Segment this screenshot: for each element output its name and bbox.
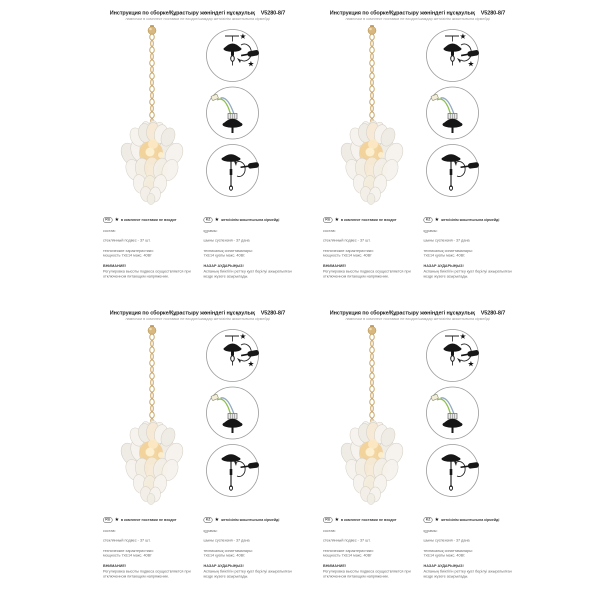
kz-specs-value: 7хЕ14 қуаты макс. 40Вт. (203, 253, 246, 258)
kz-warning-title: НАЗАР АУДАРЫҢЫЗ! (203, 563, 244, 569)
chandelier-illustration (327, 24, 417, 205)
instruction-page (0, 0, 300, 300)
kz-warning-title: НАЗАР АУДАРЫҢЫЗ! (423, 263, 464, 269)
ru-composition-item: стеклянный подвес - 37 шт. (323, 237, 371, 243)
kz-not-included-note: жеткізілім жиынтығына кірмейді (220, 217, 280, 223)
canopy-cup-icon (223, 119, 243, 133)
info-row (100, 217, 295, 279)
canopy-icon (444, 344, 462, 356)
ru-header (323, 517, 415, 523)
ru-warning-text: Регулировка высоты подвеса осуществляется при отключенном питающем напряжении. (103, 268, 191, 279)
ru-specs-label: технические характеристики: (103, 548, 154, 553)
ru-not-included-note: в комплект поставки не входит (120, 517, 177, 523)
star-icon: ★ (240, 333, 246, 341)
kz-specs-value: 7хЕ14 қуаты макс. 40Вт. (423, 553, 466, 558)
step-3-tighten-canopy-diagram (205, 443, 260, 498)
ru-composition-label: состав: (103, 528, 116, 534)
chandelier-illustration (107, 24, 197, 205)
canopy-icon (442, 454, 461, 462)
step-2-connect-wires-diagram (205, 386, 260, 441)
instruction-page (300, 0, 600, 300)
model-code: V5280-8/7 (260, 310, 286, 316)
terminal-block-icon (448, 414, 457, 420)
instruction-sheet (100, 10, 295, 295)
canopy-icon (222, 454, 241, 462)
star-icon: ★ (468, 61, 474, 68)
assembly-steps (205, 328, 260, 498)
star-icon: ★ (240, 33, 246, 41)
ceiling-mount (368, 25, 376, 35)
suspension-rod (450, 162, 453, 191)
sheet-content (320, 310, 515, 595)
assembly-steps (425, 28, 480, 198)
canopy-cup-icon (223, 419, 243, 433)
ru-composition-item: стеклянный подвес - 37 шт. (103, 237, 151, 243)
canopy-icon (222, 154, 241, 162)
figure-row (100, 321, 295, 517)
info-row (320, 217, 515, 279)
page-title: Инструкция по сборке/Құрастыру жөніндегі нұсқаулық (329, 10, 475, 16)
hook-icon (231, 356, 235, 362)
canopy-icon (442, 154, 461, 162)
ceiling-mount (148, 25, 156, 35)
model-code: V5280-8/7 (480, 10, 506, 16)
kz-specs-label: техникалық сипаттамалары: (423, 248, 473, 253)
kz-composition-item: шыны суспензия - 37 дана (423, 537, 470, 543)
assembly-steps (205, 28, 260, 198)
ru-specs (323, 548, 415, 558)
glass-petal-cluster-front (343, 457, 401, 505)
model-code: V5280-8/7 (480, 310, 506, 316)
star-icon: ★ (214, 217, 219, 223)
star-icon: ★ (460, 33, 466, 41)
ru-specs-value: мощность 7хЕ14 макс. 40Вт (103, 253, 152, 258)
kz-specs (424, 248, 516, 258)
language-badge-kz: KZ (424, 217, 433, 223)
hook-icon (231, 56, 235, 62)
kz-not-included-note: жеткізілім жиынтығына кірмейді (220, 517, 280, 523)
star-icon: ★ (248, 361, 254, 368)
page-title: Инструкция по сборке/Құрастыру жөніндегі нұсқаулық (109, 10, 255, 16)
kz-warning-text: Аспаның биіктігін реттеу қуат берілуі ажыратылған кезде жүзеге асырылады. (203, 268, 292, 279)
star-icon: ★ (434, 217, 439, 223)
page-subtitle: лампочки в комплект поставки не входят/шамдар жеткізілім жиынтығына кірмейді (345, 316, 490, 321)
info-column-kz (424, 517, 516, 579)
step-1-mount-canopy-diagram (205, 28, 260, 83)
star-icon: ★ (114, 217, 119, 223)
kz-specs-value: 7хЕ14 қуаты макс. 40Вт. (423, 253, 466, 258)
kz-composition-item: шыны суспензия - 37 дана (203, 537, 250, 543)
step-1-mount-canopy-diagram (425, 28, 480, 83)
ru-header (103, 217, 195, 223)
suspension-rod (230, 462, 233, 491)
ru-header (103, 517, 195, 523)
language-badge-ru: RU (103, 517, 113, 523)
ru-specs-label: технические характеристики: (103, 248, 154, 253)
ru-warning-title: ВНИМАНИЕ! (323, 563, 347, 569)
kz-header (204, 217, 296, 223)
glass-petal-cluster-front (123, 457, 181, 505)
step-1-mount-canopy-diagram (425, 328, 480, 383)
instruction-page (0, 300, 300, 600)
step-2-connect-wires-diagram (425, 386, 480, 441)
kz-specs (204, 248, 296, 258)
kz-specs (204, 548, 296, 558)
sheet-content (100, 310, 295, 595)
ru-warning-text: Регулировка высоты подвеса осуществляется при отключенном питающем напряжении. (323, 568, 411, 579)
suspension-rod (450, 462, 453, 491)
model-code: V5280-8/7 (260, 10, 286, 16)
kz-specs (424, 548, 516, 558)
kz-composition-label: құрамы: (423, 528, 438, 534)
ru-not-included-note: в комплект поставки не входит (340, 517, 397, 523)
kz-header (424, 517, 516, 523)
ru-specs (103, 548, 195, 558)
info-row (100, 517, 295, 579)
instruction-page (300, 300, 600, 600)
kz-specs-label: техникалық сипаттамалары: (203, 548, 253, 553)
terminal-block-icon (228, 414, 237, 420)
hook-icon (451, 356, 455, 362)
kz-composition-label: құрамы: (203, 228, 218, 234)
info-column-ru (323, 517, 415, 579)
ru-specs-value: мощность 7хЕ14 макс. 40Вт (323, 253, 372, 258)
ru-composition-item: стеклянный подвес - 37 шт. (103, 537, 151, 543)
language-badge-ru: RU (323, 217, 333, 223)
rotation-arrow-icon (234, 160, 246, 177)
chandelier-illustration (327, 324, 417, 505)
ru-composition-label: состав: (323, 228, 336, 234)
ru-specs-value: мощность 7хЕ14 макс. 40Вт (323, 553, 372, 558)
assembly-steps (425, 328, 480, 498)
page-title: Инструкция по сборке/Құрастыру жөніндегі нұсқаулық (329, 310, 475, 316)
kz-not-included-note: жеткізілім жиынтығына кірмейді (440, 517, 500, 523)
star-icon: ★ (214, 517, 219, 523)
hook-icon (451, 56, 455, 62)
language-badge-kz: KZ (204, 217, 213, 223)
title-row (320, 10, 515, 16)
kz-header (424, 217, 516, 223)
kz-specs-label: техникалық сипаттамалары: (203, 248, 253, 253)
canopy-icon (444, 44, 462, 56)
terminal-block-icon (228, 114, 237, 120)
kz-warning-text: Аспаның биіктігін реттеу қуат берілуі ажыратылған кезде жүзеге асырылады. (423, 568, 512, 579)
language-badge-kz: KZ (204, 517, 213, 523)
star-icon: ★ (248, 61, 254, 68)
language-badge-ru: RU (323, 517, 333, 523)
ru-warning-title: ВНИМАНИЕ! (103, 563, 127, 569)
chain (150, 334, 155, 425)
info-column-ru (103, 517, 195, 579)
instruction-sheet (100, 310, 295, 595)
kz-composition-item: шыны суспензия - 37 дана (423, 237, 470, 243)
info-column-ru (103, 217, 195, 279)
language-badge-kz: KZ (424, 517, 433, 523)
title-row (320, 310, 515, 316)
kz-header (204, 517, 296, 523)
info-column-kz (424, 217, 516, 279)
page-subtitle: лампочки в комплект поставки не входят/шамдар жеткізілім жиынтығына кірмейді (125, 16, 270, 21)
page-subtitle: лампочки в комплект поставки не входят/шамдар жеткізілім жиынтығына кірмейді (125, 316, 270, 321)
glass-petal-cluster-front (123, 157, 181, 205)
step-2-connect-wires-diagram (425, 86, 480, 141)
info-column-ru (323, 217, 415, 279)
page-subtitle: лампочки в комплект поставки не входят/шамдар жеткізілім жиынтығына кірмейді (345, 16, 490, 21)
rotation-arrow-icon (454, 460, 466, 477)
kz-composition-label: құрамы: (423, 228, 438, 234)
step-3-tighten-canopy-diagram (205, 143, 260, 198)
kz-not-included-note: жеткізілім жиынтығына кірмейді (440, 217, 500, 223)
info-row (320, 517, 515, 579)
instruction-sheet (320, 10, 515, 295)
canopy-cup-icon (443, 419, 463, 433)
ru-specs-label: технические характеристики: (323, 548, 374, 553)
star-icon: ★ (460, 333, 466, 341)
step-1-mount-canopy-diagram (205, 328, 260, 383)
star-icon: ★ (434, 517, 439, 523)
ru-warning-title: ВНИМАНИЕ! (323, 263, 347, 269)
rotation-arrow-icon (234, 460, 246, 477)
ceiling-mount (368, 325, 376, 335)
sheet-content (100, 10, 295, 295)
step-2-connect-wires-diagram (205, 86, 260, 141)
kz-specs-value: 7хЕ14 қуаты макс. 40Вт. (203, 553, 246, 558)
kz-warning-text: Аспаның биіктігін реттеу қуат берілуі ажыратылған кезде жүзеге асырылады. (203, 568, 292, 579)
figure-row (320, 321, 515, 517)
chain (370, 34, 375, 125)
kz-warning-title: НАЗАР АУДАРЫҢЫЗ! (203, 263, 244, 269)
ru-header (323, 217, 415, 223)
step-3-tighten-canopy-diagram (425, 443, 480, 498)
instruction-sheet (320, 310, 515, 595)
info-column-kz (204, 217, 296, 279)
canopy-icon (224, 44, 242, 56)
ceiling-mount (148, 325, 156, 335)
terminal-block-icon (448, 114, 457, 120)
kz-warning-text: Аспаның биіктігін реттеу қуат берілуі ажыратылған кезде жүзеге асырылады. (423, 268, 512, 279)
kz-composition-item: шыны суспензия - 37 дана (203, 237, 250, 243)
kz-warning-title: НАЗАР АУДАРЫҢЫЗ! (423, 563, 464, 569)
star-icon: ★ (114, 517, 119, 523)
sheet-content (320, 10, 515, 295)
figure-row (100, 21, 295, 217)
star-icon: ★ (468, 361, 474, 368)
star-icon: ★ (334, 517, 339, 523)
title-row (100, 310, 295, 316)
suspension-rod (230, 162, 233, 191)
star-icon: ★ (334, 217, 339, 223)
ru-specs (103, 248, 195, 258)
chain (150, 34, 155, 125)
ru-warning-text: Регулировка высоты подвеса осуществляется при отключенном питающем напряжении. (323, 268, 411, 279)
figure-row (320, 21, 515, 217)
ru-warning-title: ВНИМАНИЕ! (103, 263, 127, 269)
ru-warning-text: Регулировка высоты подвеса осуществляется при отключенном питающем напряжении. (103, 568, 191, 579)
glass-petal-cluster-front (343, 157, 401, 205)
ru-not-included-note: в комплект поставки не входит (340, 217, 397, 223)
ru-composition-label: состав: (103, 228, 116, 234)
kz-composition-label: құрамы: (203, 528, 218, 534)
ru-composition-label: состав: (323, 528, 336, 534)
ru-specs-value: мощность 7хЕ14 макс. 40Вт (103, 553, 152, 558)
canopy-icon (224, 344, 242, 356)
rotation-arrow-icon (454, 160, 466, 177)
ru-specs (323, 248, 415, 258)
chain (370, 334, 375, 425)
info-column-kz (204, 517, 296, 579)
language-badge-ru: RU (103, 217, 113, 223)
title-row (100, 10, 295, 16)
ru-not-included-note: в комплект поставки не входит (120, 217, 177, 223)
step-3-tighten-canopy-diagram (425, 143, 480, 198)
page-title: Инструкция по сборке/Құрастыру жөніндегі нұсқаулық (109, 310, 255, 316)
ru-specs-label: технические характеристики: (323, 248, 374, 253)
chandelier-illustration (107, 324, 197, 505)
kz-specs-label: техникалық сипаттамалары: (423, 548, 473, 553)
canopy-cup-icon (443, 119, 463, 133)
ru-composition-item: стеклянный подвес - 37 шт. (323, 537, 371, 543)
